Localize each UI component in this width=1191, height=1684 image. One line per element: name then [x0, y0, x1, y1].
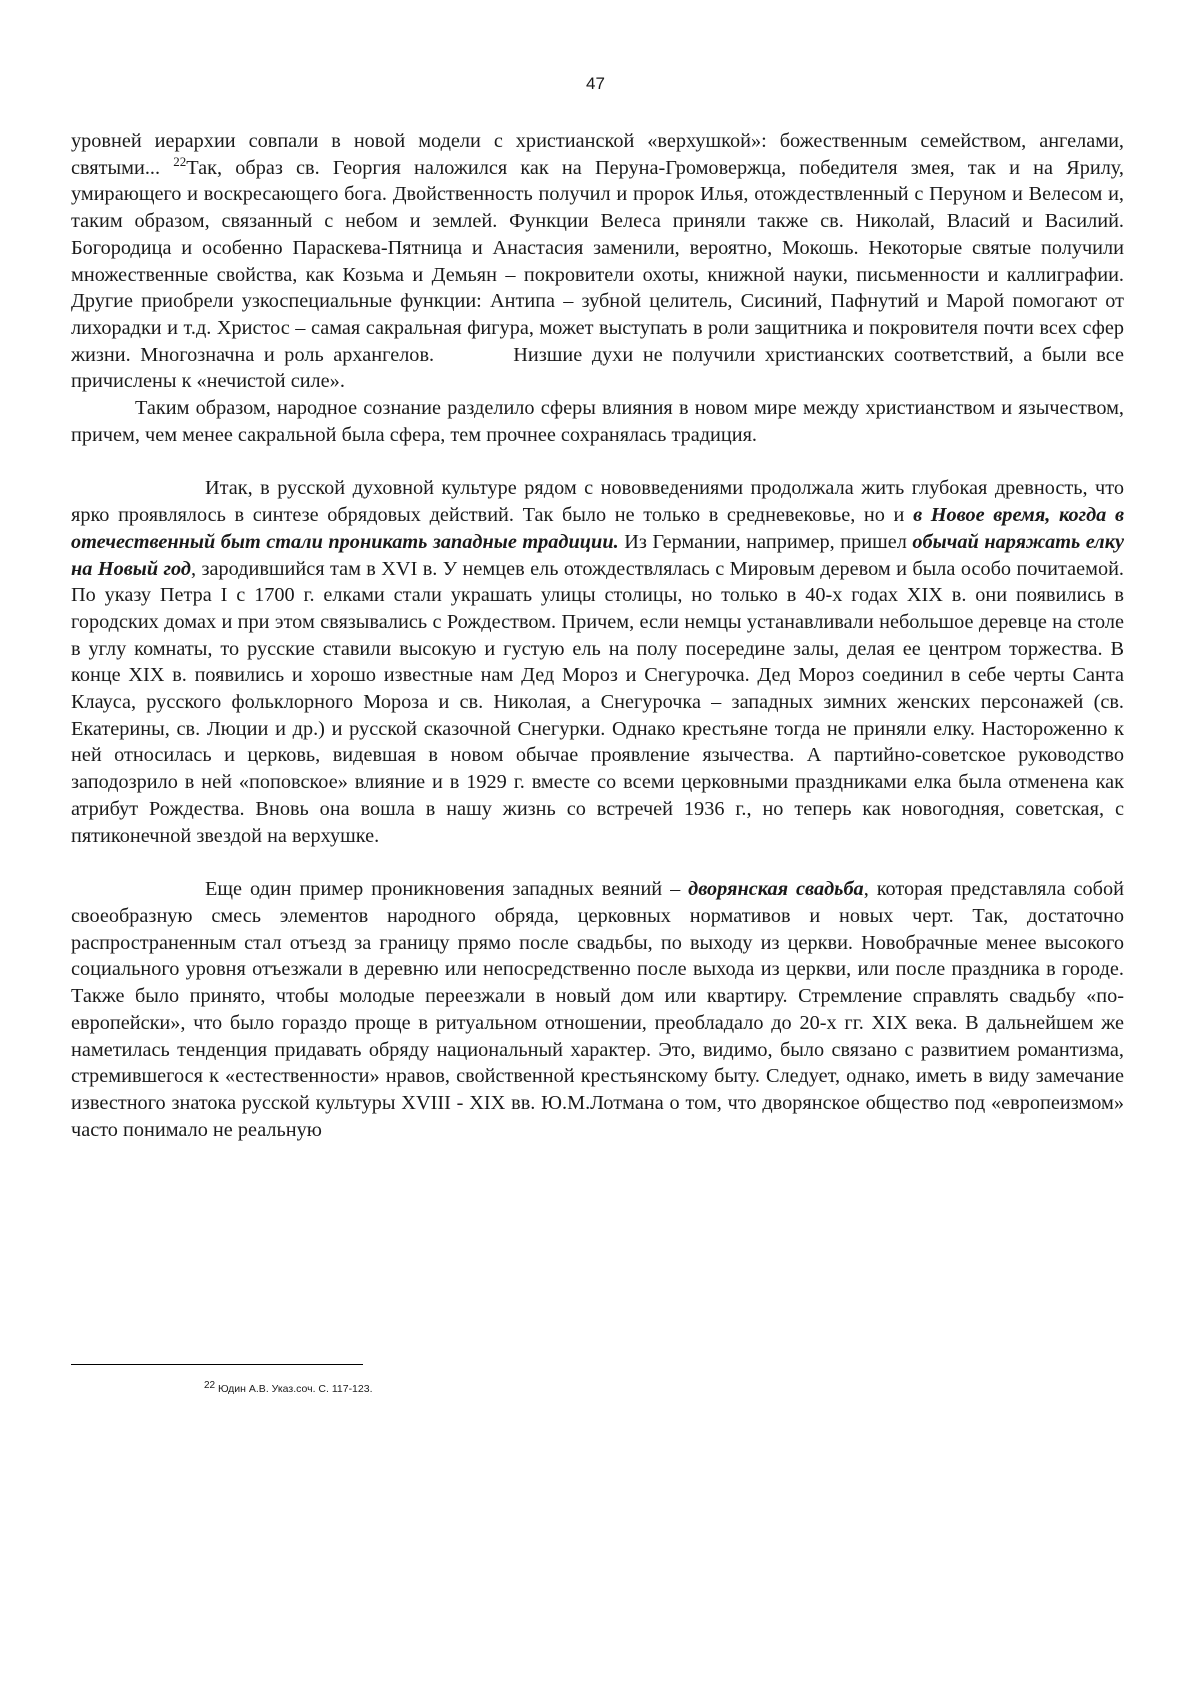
- paragraph-2: [71, 475, 1124, 849]
- paragraph-gap: [71, 849, 1124, 876]
- paragraph-2-emphasis-new-year-tree: обычай наряжать елку на Новый год: [71, 530, 1124, 580]
- footnote: [204, 1380, 373, 1395]
- paragraph-2-text-e: , зародившийся там в XVI в. У немцев ель отождествлялась с Мировым деревом и была особо почитаемой. По указу Петра I с 1700 г. елками стали украшать улицы столицы, но только в 40-х годах XIX в. они появились в городских домах и при этом связывались с Рождеством. Причем, если немцы устанавливали небольшое деревце на столе в углу комнаты, то русские ставили высокую и густую ель на полу посередине залы, делая ее центром торжества. В конце XIX в. появились и хорошо известные нам Дед Мороз и Снегурочка. Дед Мороз соединил в себе черты Санта Клауса, русского фольклорного Мороза и св. Николая, а Снегурочка – западных зимних женских персонажей (св. Екатерины, св. Люции и др.) и русской сказочной Снегурки. Однако крестьяне тогда не приняли елку. Настороженно к ней относилась и церковь, видевшая в новом обычае проявление язычества. А партийно-советское руководство заподозрило в ней «поповское» влияние и в 1929 г. вместе со всеми церковными праздниками елка была отменена как атрибут Рождества. Вновь она вошла в нашу жизнь со встречей 1936 г., но теперь как новогодняя, советская, с пятиконечной звездой на верхушке.: [71, 557, 1125, 847]
- footnote-number: 22: [204, 1380, 216, 1391]
- paragraph-gap: [71, 448, 1124, 475]
- footnote-text: Юдин А.В. Указ.соч. С. 117-123.: [218, 1383, 373, 1395]
- paragraph-1-text-c: Низшие духи не получили христианских соответствий, а были все причислены к «нечистой силе».: [71, 343, 1124, 393]
- paragraph-1-text-b: Так, образ св. Георгия наложился как на Перуна-Громовержца, победителя змея, так и на Ярилу, умирающего и воскресающего бога. Двойственность получил и пророк Илья, отождествленный с Перуном и Велесом и, таким образом, связанный с небом и землей. Функции Велеса приняли также св. Николай, Власий и Василий. Богородица и особенно Параскева-Пятница и Анастасия заменили, вероятно, Мокошь. Некоторые святые получили множественные свойства, как Козьма и Демьян – покровители охоты, книжной науки, письменности и каллиграфии. Другие приобрели узкоспециальные функции: Антипа – зубной целитель, Сисиний, Пафнутий и Марой помогают от лихорадки и т.д. Христос – самая сакральная фигура, может выступать в роли защитника и покровителя почти всех сфер жизни. Многозначна и роль архангелов.: [71, 156, 1124, 366]
- main-text: [71, 128, 1124, 1143]
- paragraph-1: [71, 128, 1124, 448]
- paragraph-3-text-c: , которая представляла собой своеобразную смесь элементов народного обряда, церковных нормативов и новых черт. Так, достаточно распространенным стал отъезд за границу прямо после свадьбы, по выходу из церкви. Новобрачные менее высокого социального уровня отъезжали в деревню или непосредственно после выхода из церкви, или после праздника в городе. Также было принято, чтобы молодые переезжали в новый дом или квартиру. Стремление справлять свадьбу «по-европейски», что было гораздо проще в ритуальном отношении, преобладало до 20-х гг. XIX века. В дальнейшем же наметилась тенденция придавать обряду национальный характер. Это, видимо, было связано с развитием романтизма, стремившегося к «естественности» нравов, свойственной крестьянскому быту. Следует, однако, иметь в виду замечание известного знатока русской культуры XVIII - XIX вв. Ю.М.Лотмана о том, что дворянское общество под «европеизмом» часто понимало не реальную: [71, 878, 1124, 1141]
- paragraph-1-text-a: уровней иерархии совпали в новой модели с христианской «верхушкой»: божественным семейством, ангелами, святыми...: [71, 130, 1124, 179]
- paragraph-1-text-d: Таким образом, народное сознание разделило сферы влияния в новом мире между христианством и язычеством, причем, чем менее сакральной была сфера, тем прочнее сохранялась традиция.: [71, 397, 1124, 446]
- paragraph-2-text-a: Итак, в русской духовной культуре рядом с нововведениями продолжала жить глубокая древность, что ярко проявлялось в синтезе обрядовых действий. Так было не только в средневековье, но и: [71, 477, 1124, 527]
- page-number: 47: [586, 74, 605, 93]
- footnote-reference[interactable]: 22: [173, 153, 187, 169]
- footnote-separator: [71, 1364, 363, 1365]
- paragraph-2-text-c: Из Германии, например, пришел: [624, 530, 907, 553]
- paragraph-3-text-a: Еще один пример проникновения западных веяний –: [205, 878, 681, 901]
- paragraph-2-emphasis-new-era: в Новое время, когда в отечественный быт стали проникать западные традиции.: [71, 504, 1125, 553]
- paragraph-3-emphasis-noble-wedding: дворянская свадьба: [688, 878, 864, 901]
- paragraph-3: [71, 876, 1124, 1143]
